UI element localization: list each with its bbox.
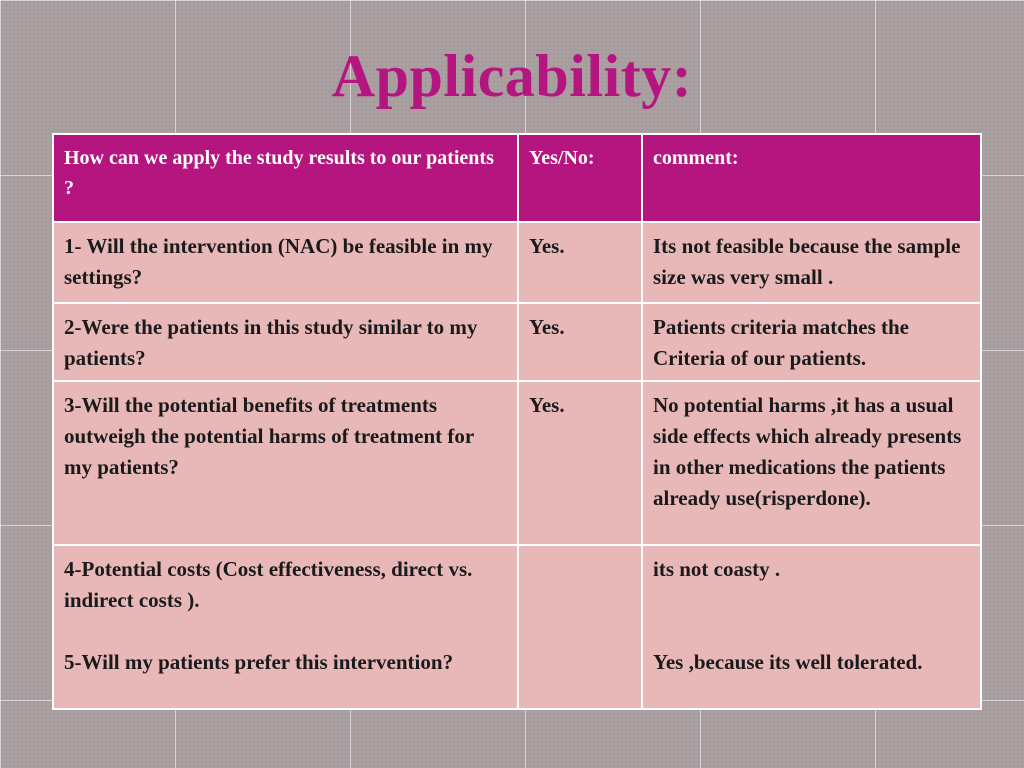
- table-row: [53, 545, 981, 709]
- slide-title: Applicability:: [331, 43, 693, 109]
- answer-cell: Yes.: [518, 222, 642, 303]
- comment-cell: Patients criteria matches the Criteria of our patients.: [642, 303, 981, 381]
- question-cell: 1- Will the intervention (NAC) be feasible in my settings?: [53, 222, 518, 303]
- comment-cell: Its not feasible because the sample size was very small .: [642, 222, 981, 303]
- question-4: 4-Potential costs (Cost effectiveness, direct vs. indirect costs ).: [64, 557, 473, 612]
- table-header-row: [53, 134, 981, 222]
- spacer: [653, 616, 970, 647]
- comment-5: Yes ,because its well tolerated.: [653, 650, 923, 674]
- spacer: [653, 585, 970, 616]
- comment-cell: [642, 545, 981, 709]
- question-cell: [53, 545, 518, 709]
- table-row: [53, 222, 981, 303]
- header-question: How can we apply the study results to our patients ?: [53, 134, 518, 222]
- table-row: [53, 303, 981, 381]
- answer-cell: [518, 545, 642, 709]
- spacer: [64, 616, 507, 647]
- question-cell: 3-Will the potential benefits of treatments outweigh the potential harms of treatment for my patients?: [53, 381, 518, 545]
- answer-cell: Yes.: [518, 381, 642, 545]
- question-5: 5-Will my patients prefer this intervention?: [64, 650, 454, 674]
- header-yes-no: Yes/No:: [518, 134, 642, 222]
- applicability-table: [52, 133, 982, 710]
- comment-4: its not coasty .: [653, 557, 781, 581]
- table-row: [53, 381, 981, 545]
- header-comment: comment:: [642, 134, 981, 222]
- question-cell: 2-Were the patients in this study similar to my patients?: [53, 303, 518, 381]
- comment-cell: No potential harms ,it has a usual side effects which already presents in other medications the patients already use(risperdone).: [642, 381, 981, 545]
- answer-cell: Yes.: [518, 303, 642, 381]
